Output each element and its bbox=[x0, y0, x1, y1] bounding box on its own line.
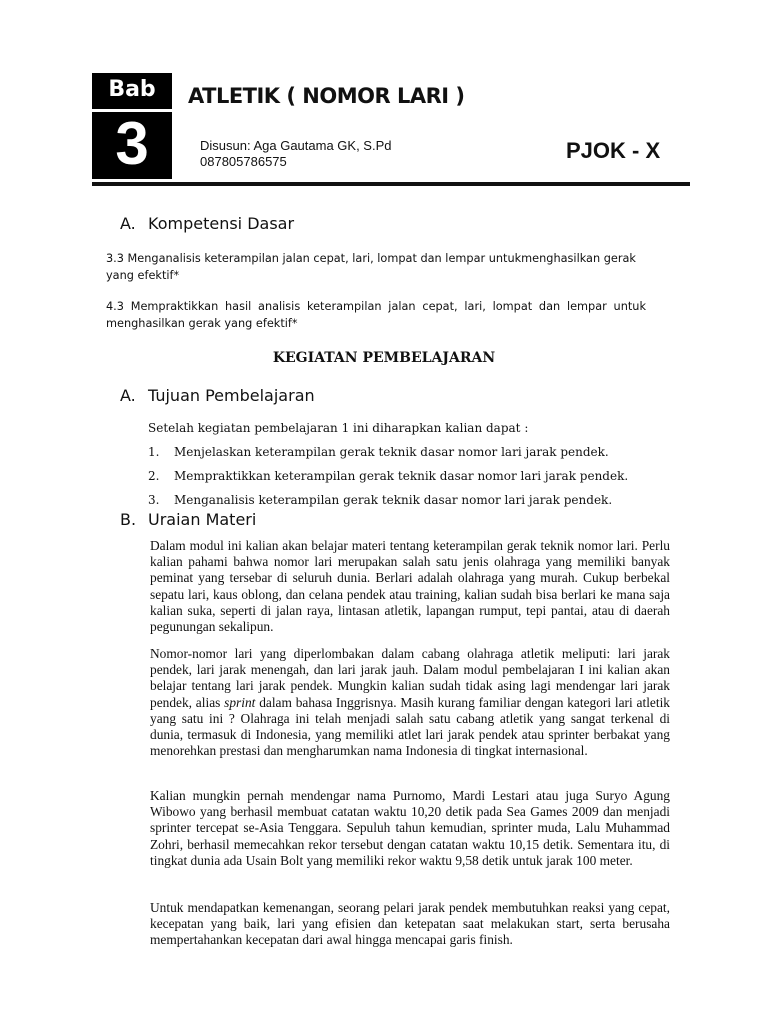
subject-label: PJOK - X bbox=[566, 138, 661, 163]
chapter-title: ATLETIK ( NOMOR LARI ) bbox=[188, 84, 465, 108]
list-text: Menjelaskan keterampilan gerak teknik dasar nomor lari jarak pendek. bbox=[174, 445, 609, 459]
header-divider bbox=[92, 182, 690, 186]
paragraph-2-end: dalam bahasa Inggrisnya. Masih kurang familiar dengan kategori lari atletik yang satu ini ? Olahraga ini telah menjadi salah satu cabang atletik yang sangat terkenal di dunia, termasuk di Indonesia, yang memiliki atlet lari jarak pendek atau sprinter berbakat yang menorehkan prestasi dan mengharumkan nama Indonesia di tingkat internasional. bbox=[150, 694, 670, 759]
section-letter: A. bbox=[120, 214, 136, 233]
list-number: 2. bbox=[148, 469, 160, 483]
section-letter: B. bbox=[120, 510, 137, 529]
italic-term: sprint bbox=[224, 694, 256, 710]
kd-3-3: 3.3 Menganalisis keterampilan jalan cepat, lari, lompat dan lempar untukmenghasilkan gerak yang efektif* bbox=[106, 252, 636, 282]
chapter-number: 3 bbox=[115, 110, 149, 177]
section-title: Tujuan Pembelajaran bbox=[148, 386, 315, 405]
objectives-intro: Setelah kegiatan pembelajaran 1 ini diharapkan kalian dapat : bbox=[148, 421, 529, 435]
list-number: 1. bbox=[148, 445, 160, 459]
list-text: Menganalisis keterampilan gerak teknik dasar nomor lari jarak pendek. bbox=[174, 493, 613, 507]
section-title: Uraian Materi bbox=[148, 510, 257, 529]
paragraph-2 bbox=[150, 646, 670, 759]
list-item bbox=[148, 469, 628, 483]
list-number: 3. bbox=[148, 493, 160, 507]
list-item bbox=[148, 445, 609, 459]
paragraph-4: Untuk mendapatkan kemenangan, seorang pelari jarak pendek membutuhkan reaksi yang cepat, kecepatan yang baik, lari yang efisien dan ketepatan saat melakukan start, serta berusaha mempertahankan kecepatan dari awal hingga mencapai garis finish. bbox=[150, 900, 670, 948]
author-phone: 087805786575 bbox=[200, 154, 287, 169]
author-info bbox=[200, 138, 392, 170]
author-name: Disusun: Aga Gautama GK, S.Pd bbox=[200, 138, 392, 153]
section-heading-uraian bbox=[120, 510, 256, 529]
list-text: Mempraktikkan keterampilan gerak teknik dasar nomor lari jarak pendek. bbox=[174, 469, 629, 483]
section-heading-tujuan bbox=[120, 386, 315, 405]
paragraph-2-start: Nomor-nomor lari yang diperlombakan dalam cabang olahraga atletik meliputi: lari jarak pendek, lari jarak menengah, dan lari jarak jauh. Dalam modul pembelajaran I ini kalian akan belajar tentang lari jarak pendek. Mungkin kalian sudah tidak asing lagi mendengar lari jarak pendek, alias bbox=[150, 646, 670, 710]
kd-4-3: 4.3 Mempraktikkan hasil analisis keterampilan jalan cepat, lari, lompat dan lempar untuk menghasilkan gerak yang efektif* bbox=[106, 300, 646, 330]
chapter-badge-word: Bab bbox=[108, 77, 156, 102]
paragraph-1: Dalam modul ini kalian akan belajar materi tentang keterampilan gerak teknik nomor lari. Perlu kalian pahami bahwa nomor lari merupakan salah satu jenis olahraga yang memiliki banyak peminat yang tersebar di seluruh dunia. Berlari adalah olahraga yang murah. Cukup berbekal sepatu lari, kaus oblong, dan celana pendek atau training, kalian sudah bisa berlari ke mana saja kalian suka, seperti di jalan raya, lintasan atletik, lapangan rumput, tepi pantai, atau di daerah pegunungan sekalipun. bbox=[150, 538, 670, 635]
activity-title: KEGIATAN PEMBELAJARAN bbox=[272, 350, 496, 366]
paragraph-3: Kalian mungkin pernah mendengar nama Purnomo, Mardi Lestari atau juga Suryo Agung Wibowo yang berhasil membuat catatan waktu 10,20 detik pada Sea Games 2009 dan menjadi sprinter tercepat se-Asia Tenggara. Sepuluh tahun kemudian, sprinter muda, Lalu Muhammad Zohri, berhasil memecahkan rekor tersebut dengan catatan waktu 10,15 detik. Sementara itu, di tingkat dunia ada Usain Bolt yang memiliki rekor waktu 9,58 detik untuk jarak 100 meter. bbox=[150, 788, 670, 868]
section-heading-kompetensi bbox=[120, 214, 294, 233]
section-letter: A. bbox=[120, 386, 136, 405]
list-item bbox=[148, 493, 612, 507]
chapter-badge bbox=[92, 73, 172, 179]
section-title: Kompetensi Dasar bbox=[148, 214, 295, 233]
